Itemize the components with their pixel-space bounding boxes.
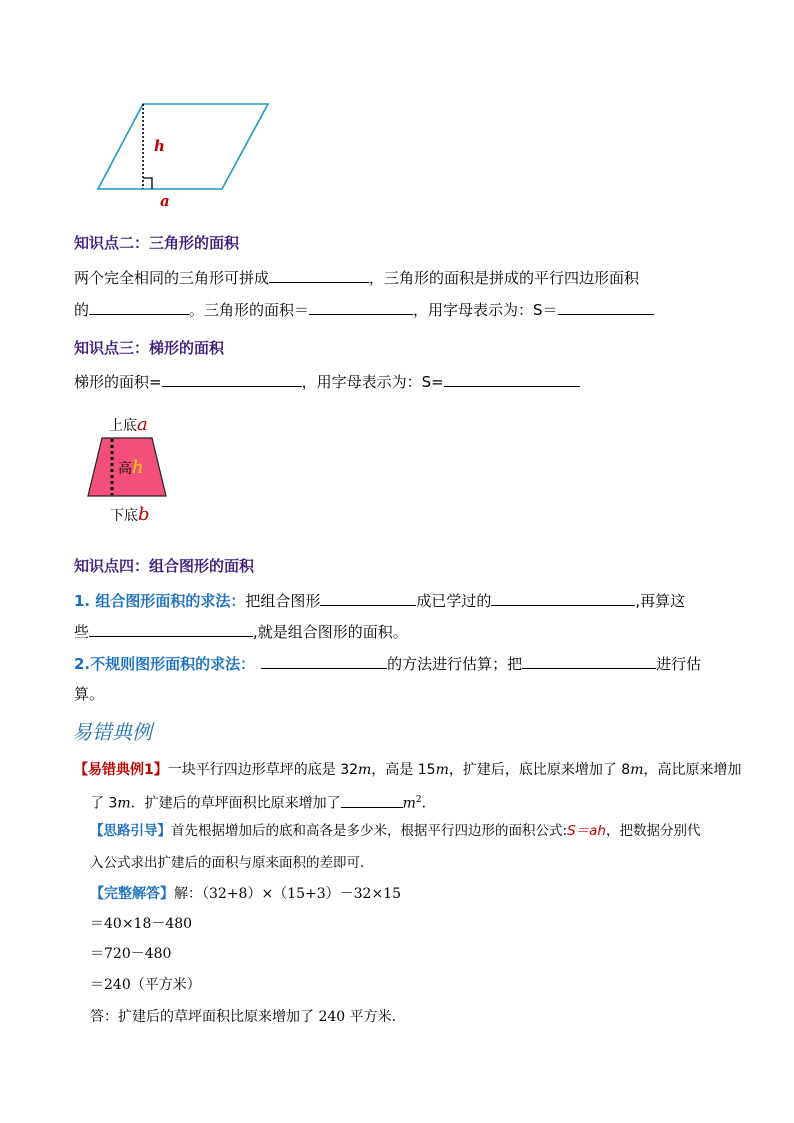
kp2-line2 <box>74 300 654 320</box>
bottom-var: b <box>138 504 150 525</box>
kp4-blank-5[interactable] <box>522 654 656 669</box>
example-q1-a: 一块平行四边形草坪的底是 32 <box>167 762 359 778</box>
kp4-item2-line1 <box>74 654 701 674</box>
kp3-line1-b: ，用字母表示为：S= <box>301 373 444 391</box>
trapezoid-bottom-label <box>110 504 150 525</box>
height-label: h <box>154 137 165 155</box>
kp3-line1 <box>74 372 580 392</box>
example-tag: 【易错典例1】 <box>74 762 168 778</box>
kp3-blank-2[interactable] <box>444 372 580 387</box>
answer-step-2: ＝720－480 <box>90 946 172 962</box>
top-var: a <box>137 414 148 435</box>
example-q2-m: m <box>117 795 131 812</box>
example-question-line2 <box>90 790 436 814</box>
kp4-item1-line1 <box>74 591 685 611</box>
answer-tag: 【完整解答】 <box>90 886 174 902</box>
example-q2-a: 了 3 <box>90 795 118 812</box>
kp2-title: 知识点二：三角形的面积 <box>74 234 240 252</box>
kp3-line1-a: 梯形的面积= <box>74 373 162 391</box>
hint-a: 首先根据增加后的底和高各是多少米，根据平行四边形的面积公式: <box>171 823 568 839</box>
right-angle-mark <box>143 178 152 189</box>
kp4-blank-2[interactable] <box>491 591 635 606</box>
hint-tag: 【思路引导】 <box>90 823 171 839</box>
mid-text: 高 <box>118 461 132 477</box>
example-q1-c: ，扩建后，底比原来增加了 8 <box>448 762 631 778</box>
mid-var: h <box>132 457 144 478</box>
kp4-blank-4[interactable] <box>261 654 387 669</box>
example-q1-m2: m <box>435 762 449 778</box>
example-hint-line1 <box>90 821 700 841</box>
kp4-item1-line2 <box>74 622 408 642</box>
example-answer-blank[interactable] <box>341 793 403 808</box>
kp4-title: 知识点四：组合图形的面积 <box>74 557 255 575</box>
kp2-blank-4[interactable] <box>558 300 654 315</box>
hint-formula: S＝ah <box>567 823 606 839</box>
kp4-item1-e: ,就是组合图形的面积。 <box>253 623 408 641</box>
top-text: 上底 <box>109 418 137 434</box>
section-title: 易错典例 <box>72 720 152 744</box>
trapezoid-figure <box>84 412 194 527</box>
kp2-line1-a: 两个完全相同的三角形可拼成 <box>74 269 270 287</box>
kp4-item2-c: 进行估 <box>656 655 702 673</box>
example-q1-m1: m <box>358 762 372 778</box>
trapezoid-mid-label <box>118 457 144 478</box>
kp3-blank-1[interactable] <box>162 372 302 387</box>
example-answer-line1 <box>90 884 401 904</box>
hint-b: ，把数据分别代 <box>605 823 701 839</box>
example-hint-line2: 入公式求出扩建后的面积与原来面积的差即可． <box>90 855 374 871</box>
answer-step-3: ＝240（平方米） <box>90 977 201 993</box>
base-label: a <box>160 192 170 210</box>
kp4-item2-b: 的方法进行估算；把 <box>387 655 523 673</box>
example-q2-unit: m <box>402 795 416 812</box>
answer-a: 解：（32+8）×（15+3）－32×15 <box>174 886 401 902</box>
kp2-blank-1[interactable] <box>269 268 369 283</box>
kp4-blank-3[interactable] <box>89 622 253 637</box>
answer-step-1: ＝40×18－480 <box>90 916 193 932</box>
kp4-item1-c: ,再算这 <box>635 592 686 610</box>
kp4-item2-label: 2.不规则图形面积的求法： <box>74 655 256 673</box>
kp2-line2-b: 。三角形的面积＝ <box>189 301 310 319</box>
kp2-line2-c: ，用字母表示为：S＝ <box>413 301 558 319</box>
example-q2-end: ． <box>421 795 436 812</box>
kp2-line1 <box>74 268 639 288</box>
kp3-title: 知识点三：梯形的面积 <box>74 339 225 357</box>
kp4-item1-b: 成已学过的 <box>416 592 492 610</box>
kp4-blank-1[interactable] <box>320 591 416 606</box>
kp2-line1-b: ，三角形的面积是拼成的平行四边形面积 <box>369 269 640 287</box>
kp4-item1-a: 把组合图形 <box>245 592 321 610</box>
example-q1-m3: m <box>630 762 644 778</box>
kp2-blank-2[interactable] <box>89 300 189 315</box>
bottom-text: 下底 <box>110 508 138 524</box>
answer-final: 答：扩建后的草坪面积比原来增加了 240 平方米． <box>90 1009 406 1025</box>
example-q2-sup: 2 <box>415 795 422 805</box>
kp2-blank-3[interactable] <box>309 300 413 315</box>
trapezoid-top-label <box>109 414 148 435</box>
kp4-item2-line2 <box>74 684 104 704</box>
kp4-item2-d: 算。 <box>74 685 105 703</box>
example-question-line1 <box>74 760 741 780</box>
parallelogram-shape <box>98 104 268 189</box>
kp4-item1-label: 1. 组合图形面积的求法： <box>74 592 246 610</box>
kp2-line2-a: 的 <box>74 301 90 319</box>
parallelogram-figure <box>90 98 280 213</box>
example-q2-b: ．扩建后的草坪面积比原来增加了 <box>130 795 341 812</box>
kp4-item1-d: 些 <box>74 623 90 641</box>
example-q1-b: ，高是 15 <box>371 762 436 778</box>
example-q1-d: ，高比原来增加 <box>643 762 742 778</box>
